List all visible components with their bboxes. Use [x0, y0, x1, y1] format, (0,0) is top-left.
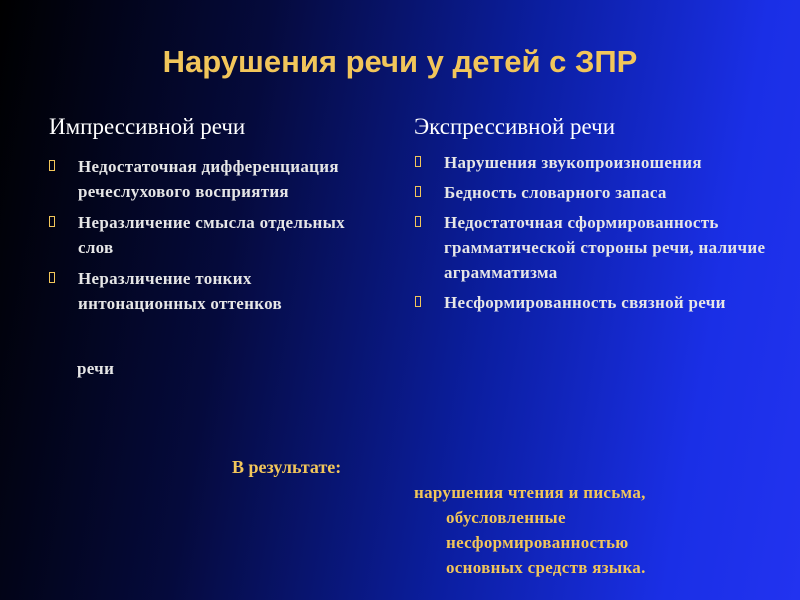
square-bullet-icon [49, 160, 55, 171]
list-item [47, 266, 377, 316]
result-text [414, 480, 646, 580]
impressive-speech-heading: Импрессивной речи [49, 114, 246, 139]
list-item-text: Недостаточная сформированность грамматической стороны речи, наличие аграмматизма [444, 213, 766, 282]
list-item-text: Нарушения звукопроизношения [444, 153, 702, 172]
expressive-speech-list [413, 150, 773, 320]
list-item-text: Неразличение смысла отдельных слов [78, 213, 345, 257]
square-bullet-icon [415, 186, 421, 197]
result-label: В результате: [232, 457, 342, 477]
list-item [413, 290, 773, 315]
list-item-text: Бедность словарного запаса [444, 183, 667, 202]
list-item [47, 154, 377, 204]
expressive-speech-heading: Экспрессивной речи [414, 114, 616, 139]
result-line: несформированностью [446, 533, 629, 552]
list-item-text: Неразличение тонких интонационных оттенков [78, 269, 282, 313]
list-item [413, 150, 773, 175]
list-item [413, 210, 773, 285]
list-item [413, 180, 773, 205]
square-bullet-icon [415, 156, 421, 167]
square-bullet-icon [49, 272, 55, 283]
result-line: нарушения чтения и письма, [414, 483, 646, 502]
square-bullet-icon [415, 216, 421, 227]
square-bullet-icon [415, 296, 421, 307]
result-line: обусловленные [446, 508, 566, 527]
slide-title: Нарушения речи у детей с ЗПР [162, 44, 638, 79]
list-item-text: Несформированность связной речи [444, 293, 726, 312]
list-item [47, 210, 377, 260]
impressive-speech-list [47, 154, 377, 322]
list-item-continuation: речи [77, 359, 115, 378]
square-bullet-icon [49, 216, 55, 227]
result-line: основных средств языка. [446, 558, 646, 577]
list-item-text: Недостаточная дифференциация речеслухового восприятия [78, 157, 339, 201]
